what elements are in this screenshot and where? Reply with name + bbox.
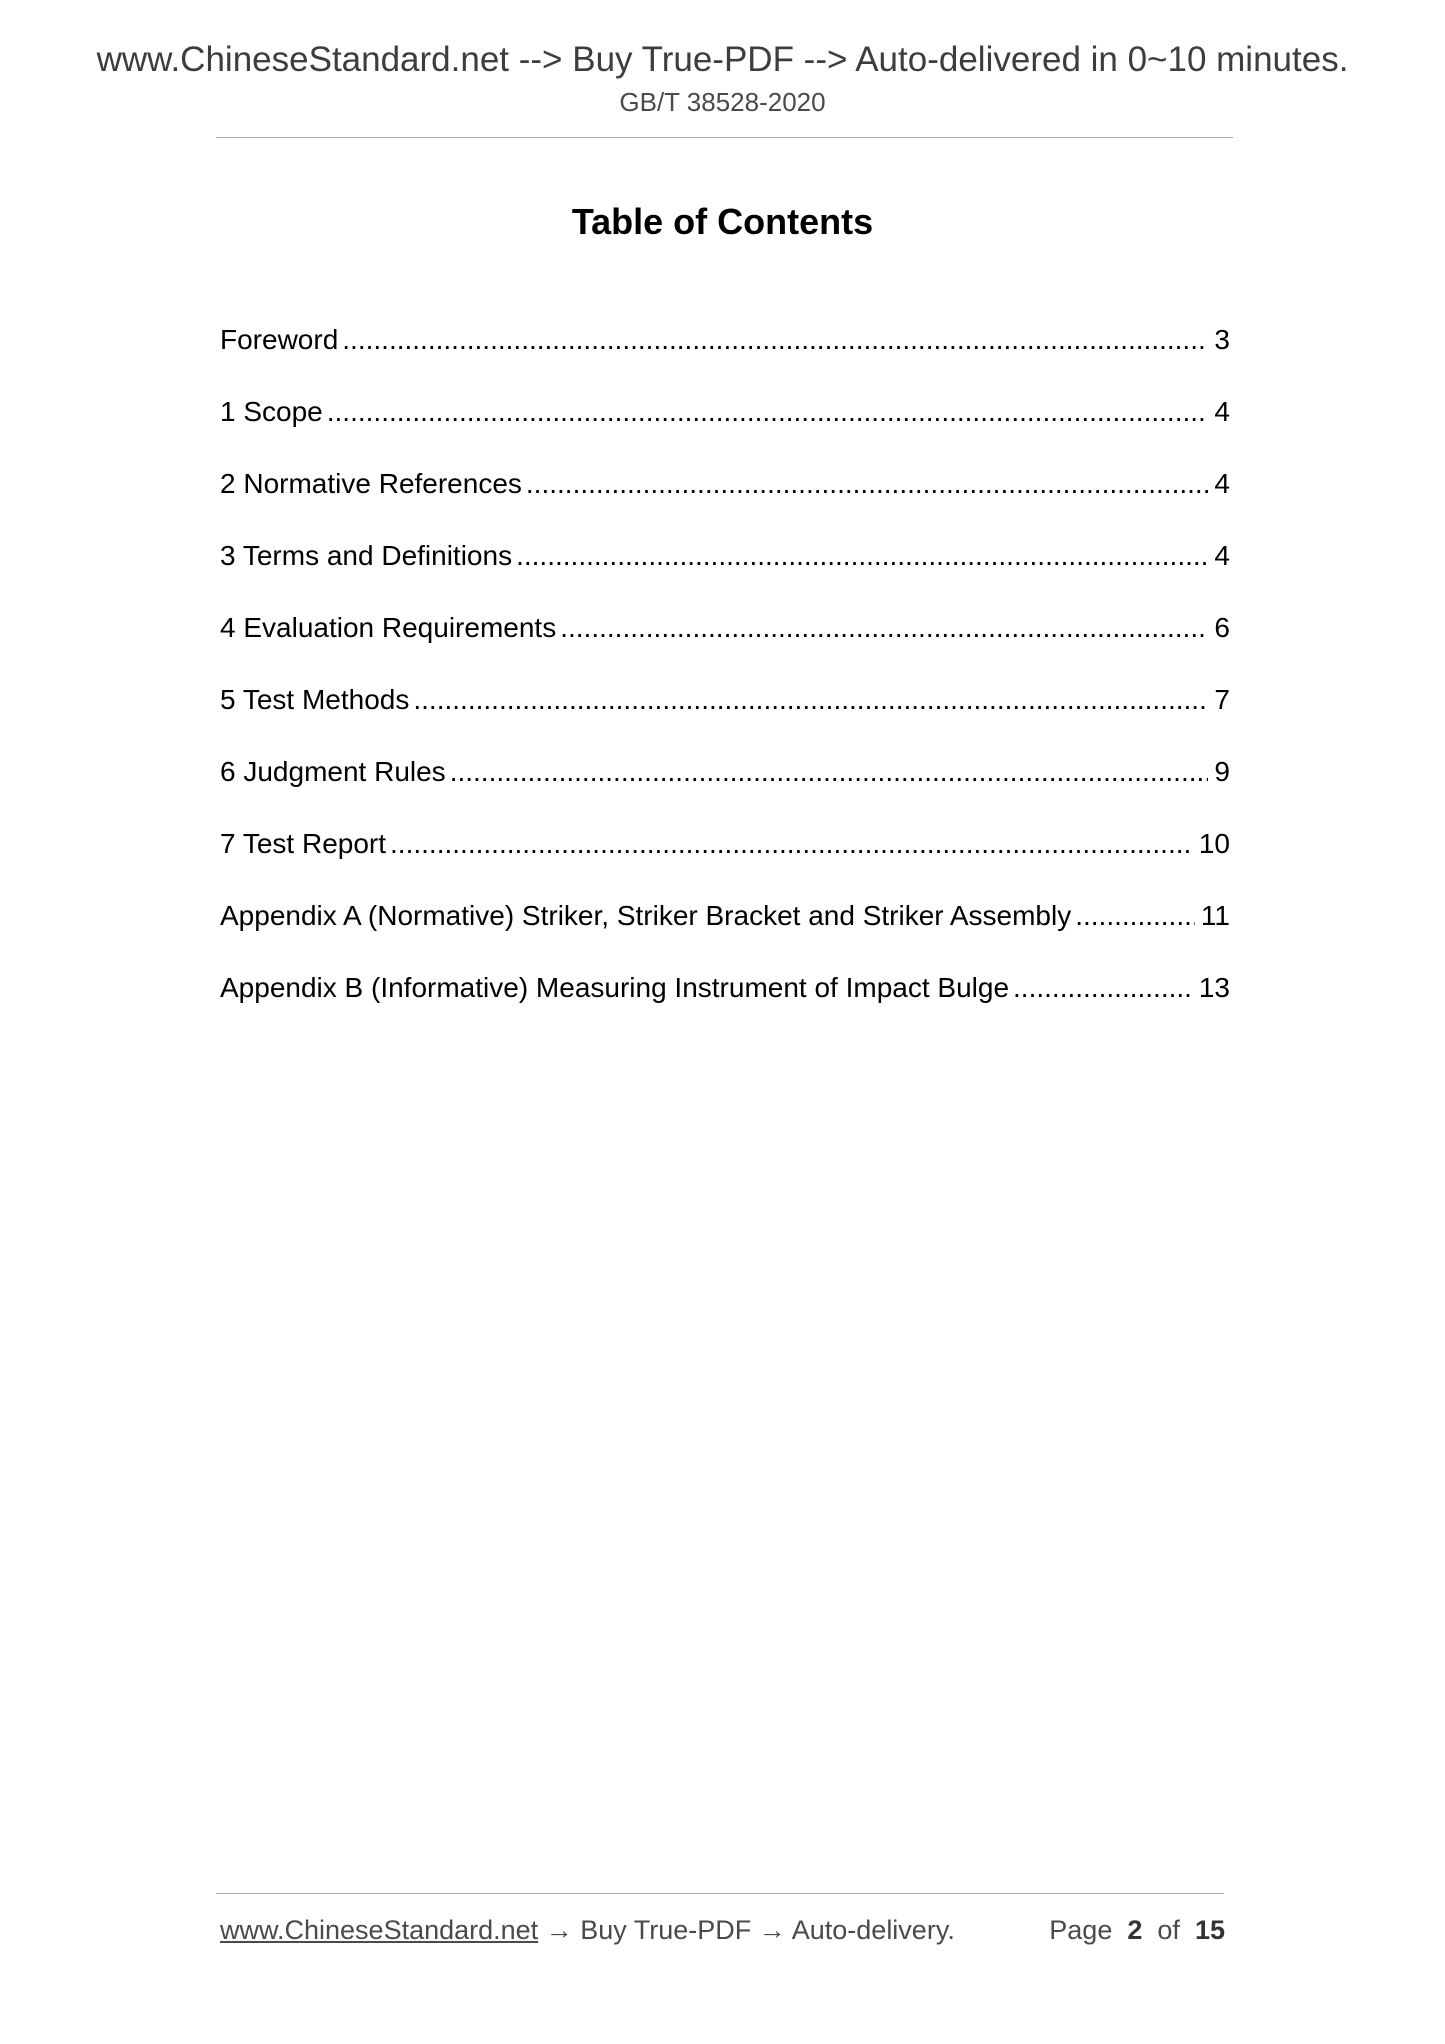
toc-dot-leader [516,536,1208,576]
toc-entry-page: 6 [1214,612,1230,643]
toc-entry-terms-and-definitions[interactable] [220,536,1230,608]
toc-entry-label: Foreword [220,324,339,355]
toc-entry-label: 3 Terms and Definitions [220,540,513,571]
toc-dot-leader [560,608,1208,648]
toc-entry-label: 7 Test Report [220,828,387,859]
header-divider [216,137,1233,138]
toc-entry-label: 5 Test Methods [220,684,410,715]
toc-entry-foreword[interactable] [220,320,1230,392]
toc-title: Table of Contents [571,201,874,242]
toc-dot-leader [1013,968,1193,1008]
page-total: 15 [1194,1915,1225,1945]
toc-list [220,320,1230,1040]
toc-dot-leader [1075,896,1195,936]
toc-entry-appendix-b[interactable] [220,968,1230,1040]
toc-entry-label: Appendix A (Normative) Striker, Striker Bracket and Striker Assembly [220,900,1072,931]
footer-tagline: → Buy True-PDF → Auto-delivery. [538,1915,955,1945]
toc-entry-label: 4 Evaluation Requirements [220,612,557,643]
page-indicator [1049,1912,1225,1948]
toc-entry-page: 11 [1200,900,1230,931]
toc-entry-page: 4 [1214,396,1230,427]
header-banner: www.ChineseStandard.net --> Buy True-PDF --> Auto-delivered in 0~10 minutes. [96,40,1349,79]
toc-entry-page: 4 [1214,540,1230,571]
toc-dot-leader [526,464,1209,504]
toc-entry-label: 1 Scope [220,396,323,427]
toc-entry-page: 4 [1214,468,1230,499]
toc-entry-label: 6 Judgment Rules [220,756,446,787]
toc-entry-normative-references[interactable] [220,464,1230,536]
toc-dot-leader [342,320,1208,360]
toc-entry-page: 3 [1214,324,1230,355]
toc-dot-leader [327,392,1209,432]
toc-entry-test-report[interactable] [220,824,1230,896]
page-of: of [1157,1915,1180,1945]
toc-entry-label: 2 Normative References [220,468,522,499]
toc-entry-appendix-a[interactable] [220,896,1230,968]
toc-dot-leader [413,680,1208,720]
page-footer [220,1912,1225,1948]
document-code: GB/T 38528-2020 [619,87,826,117]
toc-entry-scope[interactable] [220,392,1230,464]
toc-dot-leader [390,824,1193,864]
footer-divider [216,1893,1224,1894]
toc-entry-judgment-rules[interactable] [220,752,1230,824]
toc-entry-page: 13 [1198,972,1230,1003]
page-word: Page [1049,1915,1113,1945]
toc-entry-page: 7 [1214,684,1230,715]
page-current: 2 [1127,1915,1143,1945]
toc-entry-evaluation-requirements[interactable] [220,608,1230,680]
toc-entry-page: 10 [1198,828,1230,859]
toc-entry-test-methods[interactable] [220,680,1230,752]
toc-entry-label: Appendix B (Informative) Measuring Instrument of Impact Bulge [220,972,1010,1003]
footer-site-link[interactable]: www.ChineseStandard.net [220,1915,539,1945]
toc-entry-page: 9 [1214,756,1230,787]
toc-dot-leader [450,752,1209,792]
